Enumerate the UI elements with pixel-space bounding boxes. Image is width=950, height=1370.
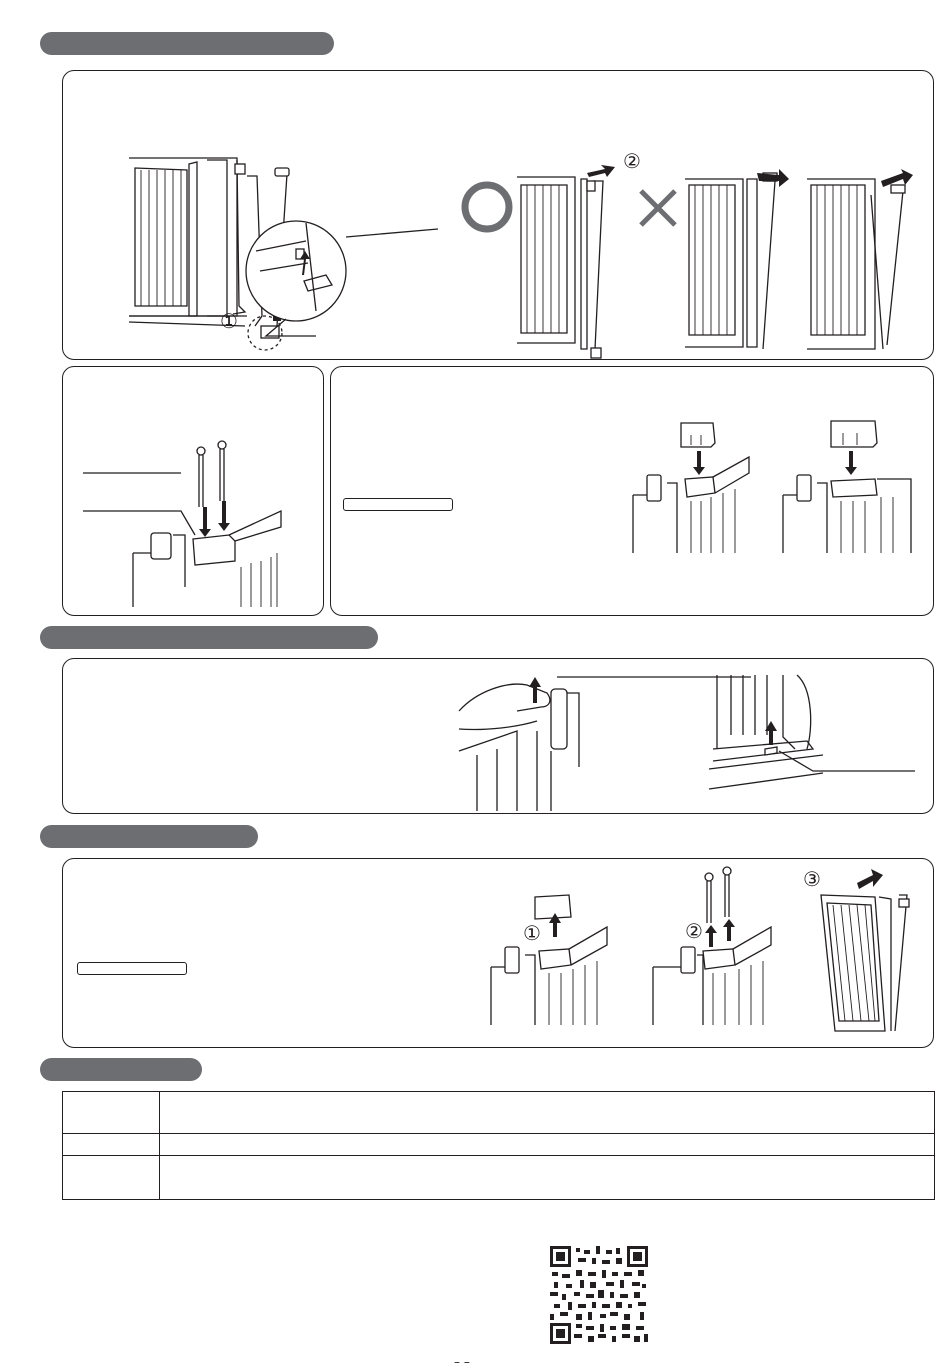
section-header-1 [40,32,334,55]
section-header-2 [40,626,378,649]
note-tag-1 [343,498,453,511]
panel-caps [330,366,934,616]
spec-table [62,1091,935,1200]
table-value [160,1134,935,1156]
panel-step-1 [62,70,934,360]
table-label [63,1156,160,1200]
table-row [63,1092,935,1134]
gate-illustration-wrong-2 [805,169,925,359]
cap-remove-illustration [489,889,619,1029]
table-label [63,1134,160,1156]
page-number: – – [454,1355,470,1369]
circle-ok-icon [459,179,515,235]
cross-ng-icon [635,185,681,231]
pin-insert-illustration [81,437,311,607]
step-marker-2b: ② [685,919,703,943]
cap-attach-illustration-2 [781,417,921,557]
fold-gate-illustration [815,865,925,1035]
qr-code-icon [550,1246,648,1344]
step-marker-1b: ① [523,921,541,945]
zoom-detail [246,211,446,351]
gate-illustration-correct [515,163,625,358]
panel-remove-lock [62,658,934,814]
hand-lift-illustration [457,671,717,811]
note-tag-2 [77,962,187,975]
table-value [160,1156,935,1200]
table-row [63,1134,935,1156]
table-label [63,1092,160,1134]
panel-pins [62,366,324,616]
step-marker-3: ③ [803,867,821,891]
cap-attach-illustration-1 [631,417,751,557]
gate-illustration-wrong-1 [683,169,803,359]
table-value [160,1092,935,1134]
section-header-3 [40,825,258,848]
step-marker-1: ① [220,309,238,333]
step-marker-2: ② [623,149,641,173]
section-header-4 [40,1058,202,1081]
panel-fold [62,858,934,1048]
floor-lock-illustration [703,669,923,809]
table-row [63,1156,935,1200]
pin-remove-illustration [651,863,781,1033]
